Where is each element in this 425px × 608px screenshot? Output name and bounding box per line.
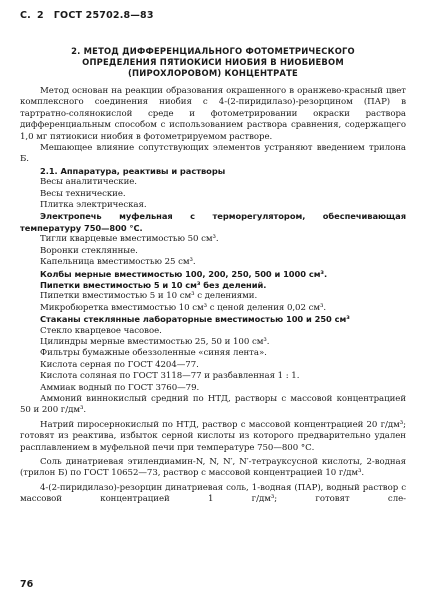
list-item: Весы аналитические.	[40, 177, 137, 188]
list-item: Стаканы стеклянные лабораторные вместимостью 100 и 250 см³	[40, 314, 350, 325]
list-item: Кислота серная по ГОСТ 4204—77.	[40, 359, 199, 370]
header-mark: С.	[20, 10, 31, 21]
title-line-1: 2. МЕТОД ДИФФЕРЕНЦИАЛЬНОГО ФОТОМЕТРИЧЕСКОГО	[71, 46, 355, 56]
list-item: Пипетки вместимостью 5 и 10 см³ без делений.	[40, 279, 267, 290]
list-item: Капельница вместимостью 25 см³.	[40, 257, 196, 268]
list-item: Тигли кварцевые вместимостью 50 см³.	[40, 234, 219, 245]
list-item: Стекло кварцевое часовое.	[40, 325, 162, 336]
title-line-3: (ПИРОХЛОРОВОМ) КОНЦЕНТРАТЕ	[128, 68, 298, 78]
list-item: Колбы мерные вместимостью 100, 200, 250, 500 и 1000 см³.	[40, 268, 328, 279]
page-header	[20, 10, 154, 21]
salt-paragraph: Соль динатриевая этилендиамин-N, N, N′, N′-тетрауксусной кислоты, 2-водная (трилон Б) по ГОСТ 10652—73, раствор с массовой концентрацией 10 г/дм³.	[20, 457, 406, 479]
method-paragraph: Метод основан на реакции образования окрашенного в оранжево-красный цвет комплексного соединения ниобия с 4-(2-пиридилазо)-резорцином (ПАР) в тартратно-солянокислой среде и фотометрировании окраски раствора дифференциальным способом с использованием раствора сравнения, содержащего 1,0 мг пятиокиси ниобия в фотометрируемом растворе.	[20, 86, 406, 142]
par-paragraph: 4-(2-пиридилазо)-резорцин динатриевая соль, 1-водная (ПАР), водный раствор с массовой концентрацией 1 г/дм³; готовят сле-	[20, 482, 406, 505]
list-item: Микробюретка вместимостью 10 см³ с ценой деления 0,02 см³.	[40, 302, 327, 313]
list-item: Цилиндры мерные вместимостью 25, 50 и 100 см³.	[40, 336, 270, 347]
list-item: Фильтры бумажные обеззоленные «синяя лента».	[40, 348, 267, 359]
header-page-number: 2	[36, 10, 44, 21]
list-item: Плитка электрическая.	[40, 200, 147, 211]
document-body	[20, 86, 406, 506]
title-line-2: ОПРЕДЕЛЕНИЯ ПЯТИОКИСИ НИОБИЯ В НИОБИЕВОМ	[82, 57, 344, 67]
subsection-heading: 2.1. Аппаратура, реактивы и растворы	[40, 165, 226, 176]
ammonium-paragraph: Аммоний виннокислый средний по НТД, растворы с массовой концентрацией 50 и 200 г/дм³.	[20, 393, 406, 416]
list-item: Пипетки вместимостью 5 и 10 см³ с делениями.	[40, 291, 258, 302]
list-item: Электропечь муфельная с терморегулятором, обеспечивающая температуру 750—800 °С.	[20, 211, 406, 233]
section-title	[28, 46, 398, 79]
list-item: Весы технические.	[40, 188, 126, 199]
list-item: Кислота соляная по ГОСТ 3118—77 и разбавленная 1 : 1.	[40, 371, 300, 382]
header-standard: ГОСТ 25702.8—83	[53, 10, 154, 21]
interference-paragraph: Мешающее влияние сопутствующих элементов устраняют введением трилона Б.	[20, 143, 406, 165]
list-item: Воронки стеклянные.	[40, 245, 138, 256]
list-item: Аммиак водный по ГОСТ 3760—79.	[40, 382, 200, 393]
page-number-footer: 76	[20, 579, 34, 590]
sodium-paragraph: Натрий пиросернокислый по НТД, раствор с массовой концентрацией 20 г/дм³; готовят из реактива, избыток серной кислоты из которого предварительно удален расплавлением в муфельной печи при температуре 750—800 °С.	[20, 419, 406, 453]
